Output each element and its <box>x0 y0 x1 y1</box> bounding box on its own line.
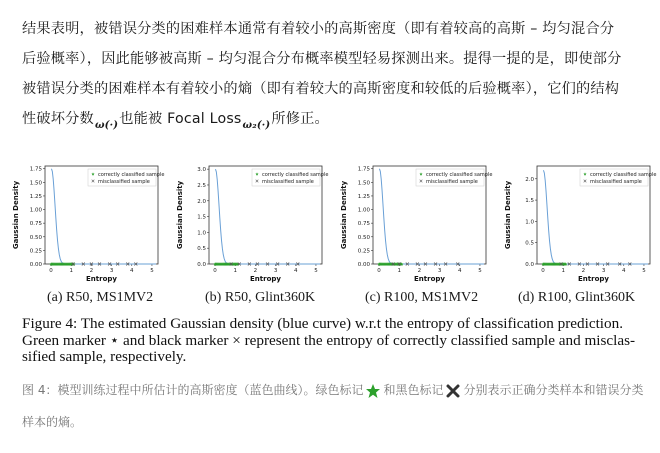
y-tick-label: 1.75 <box>357 166 370 173</box>
paragraph-line-1: 结果表明，被错误分类的困难样本通常有着较小的高斯密度（即有着较高的高斯 – 均匀混合分 <box>22 21 615 37</box>
caption-c: (c) R100, MS1MV2 <box>365 290 479 305</box>
legend-mis-label: misclassified sample <box>98 179 150 185</box>
y-tick-label: 1.5 <box>525 198 534 205</box>
legend-correct-label: correctly classified sample <box>426 172 493 178</box>
y-tick-label: 1.00 <box>29 207 42 214</box>
x-tick-label: 4 <box>130 268 134 274</box>
chinese-caption-line-1 <box>22 374 658 406</box>
density-plot-b <box>172 158 332 288</box>
density-chart-d <box>500 158 660 288</box>
green-star-icon <box>365 383 381 399</box>
omega2-subscript: ω₂(·) <box>242 120 271 131</box>
plots-row <box>0 158 660 288</box>
y-tick-label: 0.0 <box>197 262 206 268</box>
caption-d: (d) R100, Glint360K <box>518 290 636 305</box>
black-cross-icon <box>445 383 461 399</box>
figure-caption-line-3: sified sample, respectively. <box>22 348 187 365</box>
x-tick-label: 0 <box>49 268 53 274</box>
paragraph-line-3: 被错误分类的困难样本有着较小的熵（即有着较大的高斯密度和较低的后验概率），它们的结构 <box>22 81 620 97</box>
omega-subscript: ω(·) <box>94 120 119 131</box>
x-tick-label: 4 <box>294 268 298 274</box>
y-tick-label: 0.0 <box>525 262 534 268</box>
paragraph-text: 也能被 Focal Loss <box>119 111 242 127</box>
body-paragraph <box>22 14 658 134</box>
y-tick-label: 3.0 <box>197 167 206 174</box>
x-tick-label: 1 <box>233 268 237 274</box>
x-axis-label: Entropy <box>578 275 609 283</box>
figure-caption-line-1: Figure 4: The estimated Gaussian density (blue curve) w.r.t the entropy of classification prediction. <box>22 315 624 332</box>
y-axis-label: Gaussian Density <box>176 180 184 250</box>
y-tick-label: 0.5 <box>197 246 206 253</box>
chinese-caption-text: 和黑色标记 <box>383 383 444 397</box>
chinese-caption-text: 图 4：模型训练过程中所估计的高斯密度（蓝色曲线）。绿色标记 <box>22 383 364 397</box>
density-plot-c <box>336 158 496 288</box>
y-tick-label: 1.0 <box>197 230 206 237</box>
density-plot-d <box>500 158 660 288</box>
density-chart-b <box>172 158 332 288</box>
x-tick-label: 5 <box>642 268 646 274</box>
x-tick-label: 2 <box>89 268 94 274</box>
caption-a: (a) R50, MS1MV2 <box>47 290 154 305</box>
y-tick-label: 0.00 <box>29 262 42 268</box>
y-tick-label: 2.5 <box>197 182 206 189</box>
y-tick-label: 1.25 <box>29 193 42 200</box>
x-tick-label: 2 <box>581 268 586 274</box>
x-tick-label: 3 <box>437 268 442 274</box>
x-tick-label: 4 <box>622 268 626 274</box>
y-tick-label: 1.75 <box>29 166 42 173</box>
y-tick-label: 1.00 <box>357 207 370 214</box>
chinese-caption <box>22 374 658 438</box>
y-tick-label: 0.25 <box>29 248 42 255</box>
legend-mis-label: misclassified sample <box>262 179 314 185</box>
y-axis-label: Gaussian Density <box>12 180 20 250</box>
x-tick-label: 1 <box>561 268 565 274</box>
y-tick-label: 0.75 <box>29 221 42 228</box>
paragraph-line-4 <box>22 104 658 134</box>
subfigure-captions <box>0 290 660 310</box>
paragraph-text: 性破坏分数 <box>22 111 94 127</box>
x-tick-label: 3 <box>109 268 114 274</box>
x-axis-label: Entropy <box>250 275 281 283</box>
x-tick-label: 0 <box>213 268 217 274</box>
y-tick-label: 0.50 <box>29 234 42 241</box>
caption-b: (b) R50, Glint360K <box>205 290 316 305</box>
y-tick-label: 2.0 <box>197 198 206 205</box>
y-tick-label: 1.5 <box>197 214 206 221</box>
y-tick-label: 1.25 <box>357 193 370 200</box>
density-chart-a <box>8 158 168 288</box>
x-tick-label: 4 <box>458 268 462 274</box>
legend-correct-label: correctly classified sample <box>262 172 329 178</box>
x-axis-label: Entropy <box>86 275 117 283</box>
x-axis-label: Entropy <box>414 275 445 283</box>
x-tick-label: 5 <box>150 268 154 274</box>
y-tick-label: 0.75 <box>357 221 370 228</box>
x-tick-label: 0 <box>377 268 381 274</box>
density-plot-a <box>8 158 168 288</box>
x-tick-label: 2 <box>417 268 422 274</box>
y-tick-label: 0.5 <box>525 240 534 247</box>
density-chart-c <box>336 158 496 288</box>
y-tick-label: 1.0 <box>525 219 534 226</box>
x-tick-label: 3 <box>273 268 278 274</box>
x-tick-label: 5 <box>314 268 318 274</box>
x-tick-label: 2 <box>253 268 258 274</box>
y-tick-label: 1.50 <box>29 180 42 187</box>
chinese-caption-line-2: 样本的熵。 <box>22 415 83 429</box>
figure-caption-line-2: Green marker ⋆ and black marker × represent the entropy of correctly classified sample and misclas- <box>22 331 636 349</box>
x-tick-label: 1 <box>69 268 73 274</box>
y-tick-label: 0.00 <box>357 262 370 268</box>
legend-mis-label: misclassified sample <box>426 179 478 185</box>
legend-correct-label: correctly classified sample <box>98 172 165 178</box>
x-tick-label: 1 <box>397 268 401 274</box>
figure-caption <box>22 316 660 366</box>
y-tick-label: 0.25 <box>357 248 370 255</box>
y-axis-label: Gaussian Density <box>504 180 512 250</box>
paragraph-line-2: 后验概率），因此能够被高斯 – 均匀混合分布概率模型轻易探测出来。提得一提的是，即使部分 <box>22 51 622 67</box>
legend-mis-label: misclassified sample <box>590 179 642 185</box>
paragraph-text: 所修正。 <box>271 111 329 127</box>
y-axis-label: Gaussian Density <box>340 180 348 250</box>
chinese-caption-text: 分别表示正确分类样本和错误分类 <box>463 383 644 397</box>
y-tick-label: 0.50 <box>357 234 370 241</box>
x-tick-label: 5 <box>478 268 482 274</box>
x-tick-label: 0 <box>541 268 545 274</box>
x-tick-label: 3 <box>601 268 606 274</box>
y-tick-label: 2.0 <box>525 176 534 183</box>
y-tick-label: 1.50 <box>357 180 370 187</box>
legend-correct-label: correctly classified sample <box>590 172 657 178</box>
